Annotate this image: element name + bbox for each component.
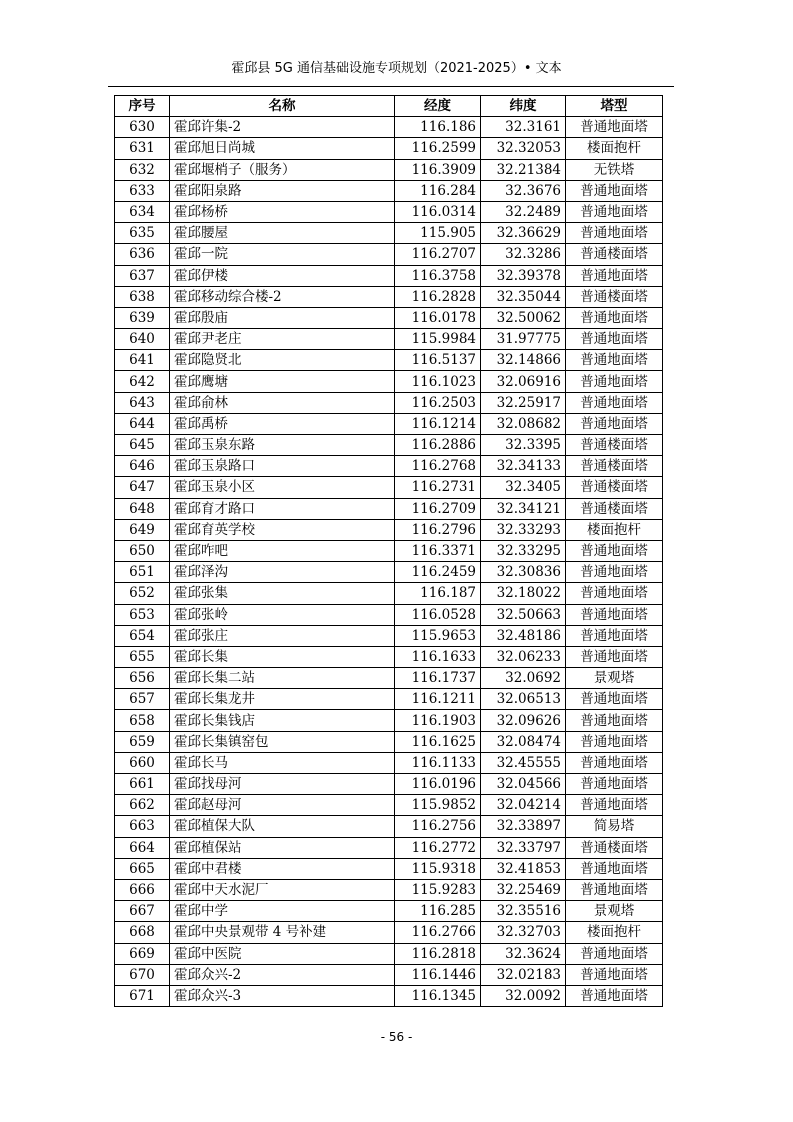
cell-tower-type: 普通地面塔 xyxy=(566,562,663,583)
cell-longitude: 116.2796 xyxy=(395,519,481,540)
cell-name: 霍邱长集钱店 xyxy=(170,710,395,731)
cell-longitude: 116.0314 xyxy=(395,201,481,222)
cell-name: 霍邱一院 xyxy=(170,244,395,265)
cell-longitude: 115.9283 xyxy=(395,879,481,900)
cell-longitude: 116.186 xyxy=(395,117,481,138)
cell-tower-type: 普通地面塔 xyxy=(566,371,663,392)
cell-latitude: 32.39378 xyxy=(481,265,566,286)
cell-longitude: 116.1211 xyxy=(395,689,481,710)
table-row xyxy=(115,371,663,392)
cell-latitude: 32.34121 xyxy=(481,498,566,519)
cell-latitude: 32.21384 xyxy=(481,159,566,180)
table-row xyxy=(115,117,663,138)
table-row xyxy=(115,329,663,350)
cell-latitude: 32.33797 xyxy=(481,837,566,858)
cell-longitude: 116.2731 xyxy=(395,477,481,498)
cell-tower-type: 普通地面塔 xyxy=(566,307,663,328)
cell-longitude: 116.2886 xyxy=(395,435,481,456)
cell-longitude: 116.1625 xyxy=(395,731,481,752)
table-row xyxy=(115,752,663,773)
cell-latitude: 32.48186 xyxy=(481,625,566,646)
cell-latitude: 32.04566 xyxy=(481,774,566,795)
cell-index: 652 xyxy=(115,583,170,604)
cell-latitude: 32.08682 xyxy=(481,413,566,434)
cell-longitude: 116.2756 xyxy=(395,816,481,837)
cell-name: 霍邱中医院 xyxy=(170,943,395,964)
cell-longitude: 116.2768 xyxy=(395,456,481,477)
cell-index: 648 xyxy=(115,498,170,519)
cell-tower-type: 普通地面塔 xyxy=(566,795,663,816)
cell-index: 653 xyxy=(115,604,170,625)
page-number: - 56 - xyxy=(380,1030,413,1044)
cell-latitude: 32.18022 xyxy=(481,583,566,604)
cell-name: 霍邱中央景观带 4 号补建 xyxy=(170,922,395,943)
cell-name: 霍邱众兴-3 xyxy=(170,985,395,1006)
cell-longitude: 116.1903 xyxy=(395,710,481,731)
cell-latitude: 32.2489 xyxy=(481,201,566,222)
cell-tower-type: 普通楼面塔 xyxy=(566,498,663,519)
cell-index: 657 xyxy=(115,689,170,710)
cell-index: 664 xyxy=(115,837,170,858)
table-row xyxy=(115,604,663,625)
cell-latitude: 32.14866 xyxy=(481,350,566,371)
cell-longitude: 116.2772 xyxy=(395,837,481,858)
table-row xyxy=(115,562,663,583)
cell-name: 霍邱长马 xyxy=(170,752,395,773)
cell-longitude: 116.5137 xyxy=(395,350,481,371)
cell-name: 霍邱育英学校 xyxy=(170,519,395,540)
cell-name: 霍邱隐贤北 xyxy=(170,350,395,371)
cell-latitude: 32.50062 xyxy=(481,307,566,328)
cell-name: 霍邱中天水泥厂 xyxy=(170,879,395,900)
cell-longitude: 116.0528 xyxy=(395,604,481,625)
cell-index: 669 xyxy=(115,943,170,964)
cell-latitude: 32.3676 xyxy=(481,180,566,201)
table-row xyxy=(115,350,663,371)
cell-index: 665 xyxy=(115,858,170,879)
cell-index: 644 xyxy=(115,413,170,434)
cell-latitude: 31.97775 xyxy=(481,329,566,350)
cell-tower-type: 普通楼面塔 xyxy=(566,244,663,265)
cell-longitude: 116.2503 xyxy=(395,392,481,413)
table-row xyxy=(115,964,663,985)
cell-longitude: 115.9984 xyxy=(395,329,481,350)
cell-tower-type: 普通地面塔 xyxy=(566,201,663,222)
cell-latitude: 32.02183 xyxy=(481,964,566,985)
cell-name: 霍邱长集 xyxy=(170,646,395,667)
page-header-title: 霍邱县 5G 通信基础设施专项规划（2021-2025）• 文本 xyxy=(231,61,562,76)
cell-latitude: 32.45555 xyxy=(481,752,566,773)
cell-tower-type: 楼面抱杆 xyxy=(566,922,663,943)
cell-index: 663 xyxy=(115,816,170,837)
cell-index: 631 xyxy=(115,138,170,159)
cell-longitude: 116.2459 xyxy=(395,562,481,583)
table-row xyxy=(115,922,663,943)
table-row xyxy=(115,265,663,286)
cell-index: 633 xyxy=(115,180,170,201)
table-row xyxy=(115,159,663,180)
cell-latitude: 32.06916 xyxy=(481,371,566,392)
cell-tower-type: 普通地面塔 xyxy=(566,646,663,667)
cell-latitude: 32.41853 xyxy=(481,858,566,879)
cell-index: 635 xyxy=(115,223,170,244)
cell-tower-type: 楼面抱杆 xyxy=(566,138,663,159)
cell-index: 643 xyxy=(115,392,170,413)
table-row xyxy=(115,307,663,328)
table-row xyxy=(115,519,663,540)
cell-index: 646 xyxy=(115,456,170,477)
cell-tower-type: 普通地面塔 xyxy=(566,943,663,964)
column-header-latitude: 纬度 xyxy=(481,96,566,117)
cell-index: 660 xyxy=(115,752,170,773)
cell-name: 霍邱殷庙 xyxy=(170,307,395,328)
column-header-name: 名称 xyxy=(170,96,395,117)
table-row xyxy=(115,498,663,519)
cell-tower-type: 楼面抱杆 xyxy=(566,519,663,540)
cell-latitude: 32.06233 xyxy=(481,646,566,667)
cell-tower-type: 普通楼面塔 xyxy=(566,837,663,858)
cell-tower-type: 普通楼面塔 xyxy=(566,286,663,307)
table-row xyxy=(115,816,663,837)
cell-index: 658 xyxy=(115,710,170,731)
cell-index: 638 xyxy=(115,286,170,307)
cell-name: 霍邱长集二站 xyxy=(170,668,395,689)
header-divider xyxy=(108,86,674,87)
cell-tower-type: 普通地面塔 xyxy=(566,265,663,286)
cell-name: 霍邱张集 xyxy=(170,583,395,604)
cell-latitude: 32.3405 xyxy=(481,477,566,498)
cell-longitude: 116.1023 xyxy=(395,371,481,392)
cell-name: 霍邱伊楼 xyxy=(170,265,395,286)
cell-tower-type: 景观塔 xyxy=(566,668,663,689)
cell-latitude: 32.36629 xyxy=(481,223,566,244)
cell-longitude: 115.9653 xyxy=(395,625,481,646)
cell-latitude: 32.0092 xyxy=(481,985,566,1006)
cell-name: 霍邱长集镇窑包 xyxy=(170,731,395,752)
cell-latitude: 32.06513 xyxy=(481,689,566,710)
cell-name: 霍邱俞林 xyxy=(170,392,395,413)
cell-latitude: 32.32053 xyxy=(481,138,566,159)
cell-longitude: 115.9852 xyxy=(395,795,481,816)
table-body xyxy=(115,117,663,1007)
cell-index: 630 xyxy=(115,117,170,138)
table-row xyxy=(115,223,663,244)
cell-tower-type: 普通地面塔 xyxy=(566,858,663,879)
cell-latitude: 32.25917 xyxy=(481,392,566,413)
cell-tower-type: 无铁塔 xyxy=(566,159,663,180)
cell-tower-type: 普通楼面塔 xyxy=(566,477,663,498)
cell-longitude: 116.3909 xyxy=(395,159,481,180)
cell-latitude: 32.0692 xyxy=(481,668,566,689)
table-row xyxy=(115,795,663,816)
table-row xyxy=(115,625,663,646)
cell-latitude: 32.50663 xyxy=(481,604,566,625)
table-row xyxy=(115,879,663,900)
cell-index: 645 xyxy=(115,435,170,456)
cell-name: 霍邱尹老庄 xyxy=(170,329,395,350)
cell-name: 霍邱张庄 xyxy=(170,625,395,646)
cell-latitude: 32.3286 xyxy=(481,244,566,265)
cell-longitude: 116.2818 xyxy=(395,943,481,964)
cell-name: 霍邱找母河 xyxy=(170,774,395,795)
cell-tower-type: 普通地面塔 xyxy=(566,583,663,604)
cell-latitude: 32.3624 xyxy=(481,943,566,964)
cell-index: 642 xyxy=(115,371,170,392)
cell-tower-type: 普通楼面塔 xyxy=(566,456,663,477)
cell-longitude: 116.2828 xyxy=(395,286,481,307)
table-row xyxy=(115,710,663,731)
table-row xyxy=(115,943,663,964)
cell-tower-type: 普通地面塔 xyxy=(566,392,663,413)
cell-latitude: 32.08474 xyxy=(481,731,566,752)
cell-longitude: 116.1633 xyxy=(395,646,481,667)
cell-tower-type: 普通地面塔 xyxy=(566,964,663,985)
column-header-longitude: 经度 xyxy=(395,96,481,117)
cell-name: 霍邱许集-2 xyxy=(170,117,395,138)
cell-name: 霍邱赵母河 xyxy=(170,795,395,816)
table-row xyxy=(115,286,663,307)
cell-longitude: 116.1345 xyxy=(395,985,481,1006)
cell-name: 霍邱玉泉东路 xyxy=(170,435,395,456)
cell-index: 668 xyxy=(115,922,170,943)
table-row xyxy=(115,668,663,689)
cell-name: 霍邱泽沟 xyxy=(170,562,395,583)
cell-tower-type: 普通地面塔 xyxy=(566,731,663,752)
cell-index: 632 xyxy=(115,159,170,180)
cell-name: 霍邱腰屋 xyxy=(170,223,395,244)
table-row xyxy=(115,244,663,265)
cell-name: 霍邱玉泉小区 xyxy=(170,477,395,498)
cell-name: 霍邱中君楼 xyxy=(170,858,395,879)
table-row xyxy=(115,646,663,667)
table-row xyxy=(115,689,663,710)
cell-tower-type: 普通地面塔 xyxy=(566,223,663,244)
cell-index: 647 xyxy=(115,477,170,498)
cell-latitude: 32.09626 xyxy=(481,710,566,731)
cell-tower-type: 普通地面塔 xyxy=(566,710,663,731)
cell-tower-type: 普通地面塔 xyxy=(566,413,663,434)
cell-index: 661 xyxy=(115,774,170,795)
table-row xyxy=(115,901,663,922)
cell-latitude: 32.33293 xyxy=(481,519,566,540)
table-row xyxy=(115,477,663,498)
table-header-row xyxy=(115,96,663,117)
cell-longitude: 116.0178 xyxy=(395,307,481,328)
table-row xyxy=(115,583,663,604)
cell-latitude: 32.34133 xyxy=(481,456,566,477)
cell-tower-type: 普通地面塔 xyxy=(566,879,663,900)
cell-latitude: 32.35044 xyxy=(481,286,566,307)
column-header-index: 序号 xyxy=(115,96,170,117)
table-row xyxy=(115,540,663,561)
table-row xyxy=(115,731,663,752)
cell-tower-type: 普通地面塔 xyxy=(566,625,663,646)
cell-name: 霍邱旭日尚城 xyxy=(170,138,395,159)
cell-longitude: 116.1133 xyxy=(395,752,481,773)
cell-tower-type: 普通地面塔 xyxy=(566,774,663,795)
cell-longitude: 116.2599 xyxy=(395,138,481,159)
cell-latitude: 32.30836 xyxy=(481,562,566,583)
cell-name: 霍邱堰梢子（服务） xyxy=(170,159,395,180)
cell-longitude: 116.3758 xyxy=(395,265,481,286)
cell-tower-type: 普通地面塔 xyxy=(566,985,663,1006)
cell-index: 634 xyxy=(115,201,170,222)
table-row xyxy=(115,985,663,1006)
tower-site-table xyxy=(114,95,663,1007)
cell-index: 662 xyxy=(115,795,170,816)
cell-index: 639 xyxy=(115,307,170,328)
cell-tower-type: 普通地面塔 xyxy=(566,689,663,710)
cell-latitude: 32.35516 xyxy=(481,901,566,922)
cell-name: 霍邱玉泉路口 xyxy=(170,456,395,477)
table-row xyxy=(115,413,663,434)
cell-name: 霍邱植保大队 xyxy=(170,816,395,837)
cell-name: 霍邱植保站 xyxy=(170,837,395,858)
table-row xyxy=(115,392,663,413)
cell-latitude: 32.32703 xyxy=(481,922,566,943)
cell-latitude: 32.33897 xyxy=(481,816,566,837)
table-row xyxy=(115,435,663,456)
cell-longitude: 115.9318 xyxy=(395,858,481,879)
cell-index: 637 xyxy=(115,265,170,286)
cell-index: 666 xyxy=(115,879,170,900)
cell-longitude: 116.3371 xyxy=(395,540,481,561)
cell-tower-type: 普通地面塔 xyxy=(566,752,663,773)
cell-index: 649 xyxy=(115,519,170,540)
table-row xyxy=(115,456,663,477)
cell-index: 651 xyxy=(115,562,170,583)
cell-index: 641 xyxy=(115,350,170,371)
table-row xyxy=(115,858,663,879)
cell-index: 667 xyxy=(115,901,170,922)
cell-longitude: 116.2709 xyxy=(395,498,481,519)
cell-name: 霍邱杨桥 xyxy=(170,201,395,222)
cell-name: 霍邱众兴-2 xyxy=(170,964,395,985)
cell-tower-type: 简易塔 xyxy=(566,816,663,837)
cell-latitude: 32.3395 xyxy=(481,435,566,456)
cell-index: 654 xyxy=(115,625,170,646)
cell-index: 655 xyxy=(115,646,170,667)
cell-longitude: 116.0196 xyxy=(395,774,481,795)
cell-longitude: 116.285 xyxy=(395,901,481,922)
table-row xyxy=(115,774,663,795)
cell-index: 671 xyxy=(115,985,170,1006)
table-row xyxy=(115,138,663,159)
cell-name: 霍邱移动综合楼-2 xyxy=(170,286,395,307)
cell-index: 640 xyxy=(115,329,170,350)
cell-name: 霍邱阳泉路 xyxy=(170,180,395,201)
cell-name: 霍邱长集龙井 xyxy=(170,689,395,710)
cell-name: 霍邱中学 xyxy=(170,901,395,922)
cell-latitude: 32.33295 xyxy=(481,540,566,561)
cell-index: 670 xyxy=(115,964,170,985)
cell-latitude: 32.25469 xyxy=(481,879,566,900)
table-row xyxy=(115,201,663,222)
cell-index: 636 xyxy=(115,244,170,265)
cell-name: 霍邱张岭 xyxy=(170,604,395,625)
cell-name: 霍邱咋吧 xyxy=(170,540,395,561)
cell-index: 650 xyxy=(115,540,170,561)
cell-latitude: 32.3161 xyxy=(481,117,566,138)
cell-longitude: 116.1446 xyxy=(395,964,481,985)
cell-name: 霍邱鹰塘 xyxy=(170,371,395,392)
cell-tower-type: 普通地面塔 xyxy=(566,180,663,201)
cell-longitude: 115.905 xyxy=(395,223,481,244)
cell-tower-type: 普通地面塔 xyxy=(566,117,663,138)
table-row xyxy=(115,180,663,201)
cell-longitude: 116.1737 xyxy=(395,668,481,689)
cell-longitude: 116.2766 xyxy=(395,922,481,943)
cell-tower-type: 普通楼面塔 xyxy=(566,435,663,456)
cell-name: 霍邱育才路口 xyxy=(170,498,395,519)
cell-longitude: 116.2707 xyxy=(395,244,481,265)
cell-longitude: 116.187 xyxy=(395,583,481,604)
cell-longitude: 116.284 xyxy=(395,180,481,201)
cell-name: 霍邱禹桥 xyxy=(170,413,395,434)
cell-tower-type: 景观塔 xyxy=(566,901,663,922)
cell-tower-type: 普通地面塔 xyxy=(566,329,663,350)
column-header-tower-type: 塔型 xyxy=(566,96,663,117)
cell-tower-type: 普通地面塔 xyxy=(566,540,663,561)
cell-tower-type: 普通地面塔 xyxy=(566,604,663,625)
cell-index: 656 xyxy=(115,668,170,689)
cell-tower-type: 普通地面塔 xyxy=(566,350,663,371)
cell-latitude: 32.04214 xyxy=(481,795,566,816)
cell-index: 659 xyxy=(115,731,170,752)
table-row xyxy=(115,837,663,858)
cell-longitude: 116.1214 xyxy=(395,413,481,434)
